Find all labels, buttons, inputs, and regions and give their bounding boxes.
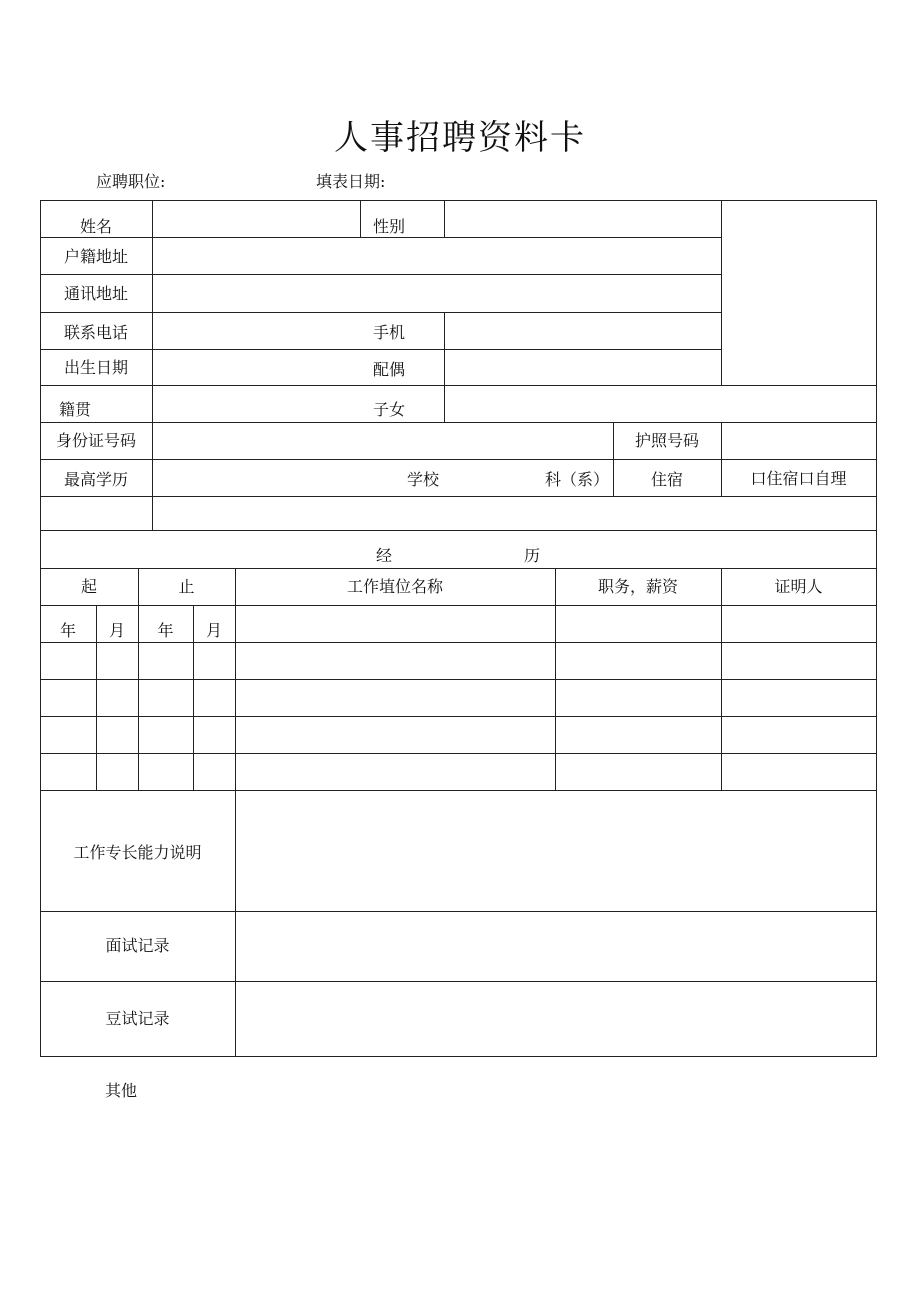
department-label: 科（系）	[545, 470, 610, 489]
experience-title-2: 历	[524, 546, 541, 565]
school-label: 学校	[407, 470, 440, 489]
spouse-label: 配偶	[373, 360, 406, 379]
native-place-label: 籍贯	[59, 400, 92, 419]
date-label: 填表日期:	[316, 172, 386, 191]
accommodation-options: 口住宿口自理	[750, 469, 847, 488]
experience-title-1: 经	[376, 546, 393, 565]
reference-label: 证明人	[774, 577, 823, 596]
from-label: 起	[80, 577, 97, 596]
children-label: 子女	[373, 400, 406, 419]
from-year-label: 年	[59, 621, 76, 640]
name-label: 姓名	[79, 217, 112, 236]
phone-label: 联系电话	[63, 323, 128, 342]
position-salary-label: 职务，薪资	[597, 577, 678, 596]
employer-label: 工作埴位名称	[346, 577, 443, 596]
to-label: 止	[178, 577, 195, 596]
birth-date-label: 出生日期	[63, 358, 128, 377]
skills-label: 工作专长能力说明	[73, 843, 202, 862]
mobile-label: 手机	[373, 323, 406, 342]
page-title: 人事招聘资料卡	[334, 118, 586, 158]
to-year-label: 年	[157, 621, 174, 640]
trial-record-label: 豆试记录	[105, 1009, 170, 1028]
interview-record-label: 面试记录	[105, 936, 170, 955]
id-number-label: 身份证号码	[55, 431, 136, 450]
passport-number-label: 护照号码	[634, 431, 699, 450]
accommodation-label: 住宿	[650, 470, 683, 489]
position-label: 应聘职位:	[96, 172, 166, 191]
mailing-address-label: 通讯地址	[63, 284, 128, 303]
other-label: 其他	[105, 1081, 138, 1100]
gender-label: 性别	[373, 217, 406, 236]
highest-education-label: 最高学历	[63, 470, 128, 489]
household-address-label: 户籍地址	[63, 247, 128, 266]
to-month-label: 月	[205, 621, 222, 640]
from-month-label: 月	[108, 621, 125, 640]
